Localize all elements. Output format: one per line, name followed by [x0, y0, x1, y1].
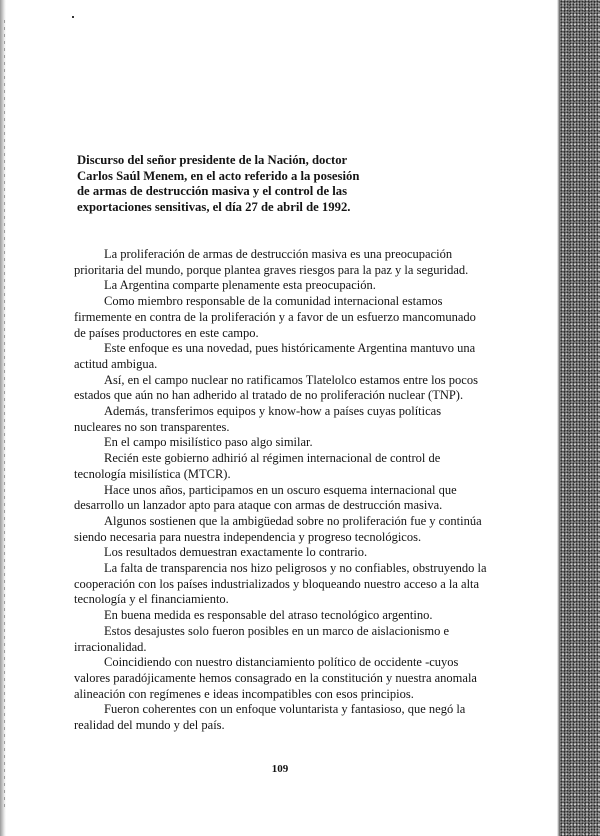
paragraph: Como miembro responsable de la comunidad internacional estamos firmemente en contra de la proliferación y a favor de un esfuerzo mancomunado de países productores en este campo.: [74, 294, 476, 340]
paragraph: La falta de transparencia nos hizo peligrosos y no confiables, obstruyendo la cooperación con los países industrializados y bloqueando nuestro acceso a la alta tecnología y el financiamiento.: [74, 561, 487, 607]
scan-speck: [72, 16, 74, 18]
paragraph: Este enfoque es una novedad, pues históricamente Argentina mantuvo una actitud ambigua.: [74, 341, 476, 371]
paragraph: Recién este gobierno adhirió al régimen internacional de control de tecnología misilística (MTCR).: [74, 451, 441, 481]
paragraph: La proliferación de armas de destrucción masiva es una preocupación prioritaria del mundo, porque plantea graves riesgos para la paz y la seguridad.: [74, 247, 469, 277]
binding-line: [4, 20, 5, 810]
paragraph: Hace unos años, participamos en un oscuro esquema internacional que desarrollo un lanzador apto para ataque con armas de destrucción masiva.: [74, 482, 457, 513]
page-binding-edge: [0, 0, 6, 836]
paragraph: Además, transferimos equipos y know-how a países cuyas políticas nucleares no son transparentes.: [74, 404, 442, 434]
page-number: 109: [271, 763, 289, 775]
speech-body: [74, 247, 489, 734]
paragraph: En buena medida es responsable del atraso tecnológico argentino.: [104, 608, 433, 623]
paragraph: Algunos sostienen que la ambigüedad sobre no proliferación fue y continúa siendo necesaria para nuestra independencia y progreso tecnológicos.: [74, 513, 482, 544]
paragraph: La Argentina comparte plenamente esta preocupación.: [104, 278, 376, 293]
speech-heading: Discurso del señor presidente de la Nación, doctor Carlos Saúl Menem, en el acto referido a la posesión de armas de destrucción masiva y el control de las exportaciones sensitivas, el día 27 de abril de 1992.: [77, 153, 360, 214]
paragraph: Coincidiendo con nuestro distanciamiento político de occidente -cuyos valores paradójicamente hemos consagrado en la constitución y nuestra anomala alineación con regímenes e ideas incompatibles con esos principios.: [74, 655, 477, 701]
paragraph: Estos desajustes solo fueron posibles en un marco de aislacionismo e irracionalidad.: [74, 623, 450, 654]
scan-background-margin: [560, 0, 600, 836]
paragraph: En el campo misilístico paso algo similar.: [104, 435, 313, 450]
paragraph: Fueron coherentes con un enfoque voluntarista y fantasioso, que negó la realidad del mundo y del país.: [74, 702, 466, 733]
paragraph: Los resultados demuestran exactamente lo contrario.: [104, 545, 368, 560]
paragraph: Así, en el campo nuclear no ratificamos Tlatelolco estamos entre los pocos estados que aún no han adherido al tratado de no proliferación nuclear (TNP).: [74, 372, 478, 403]
